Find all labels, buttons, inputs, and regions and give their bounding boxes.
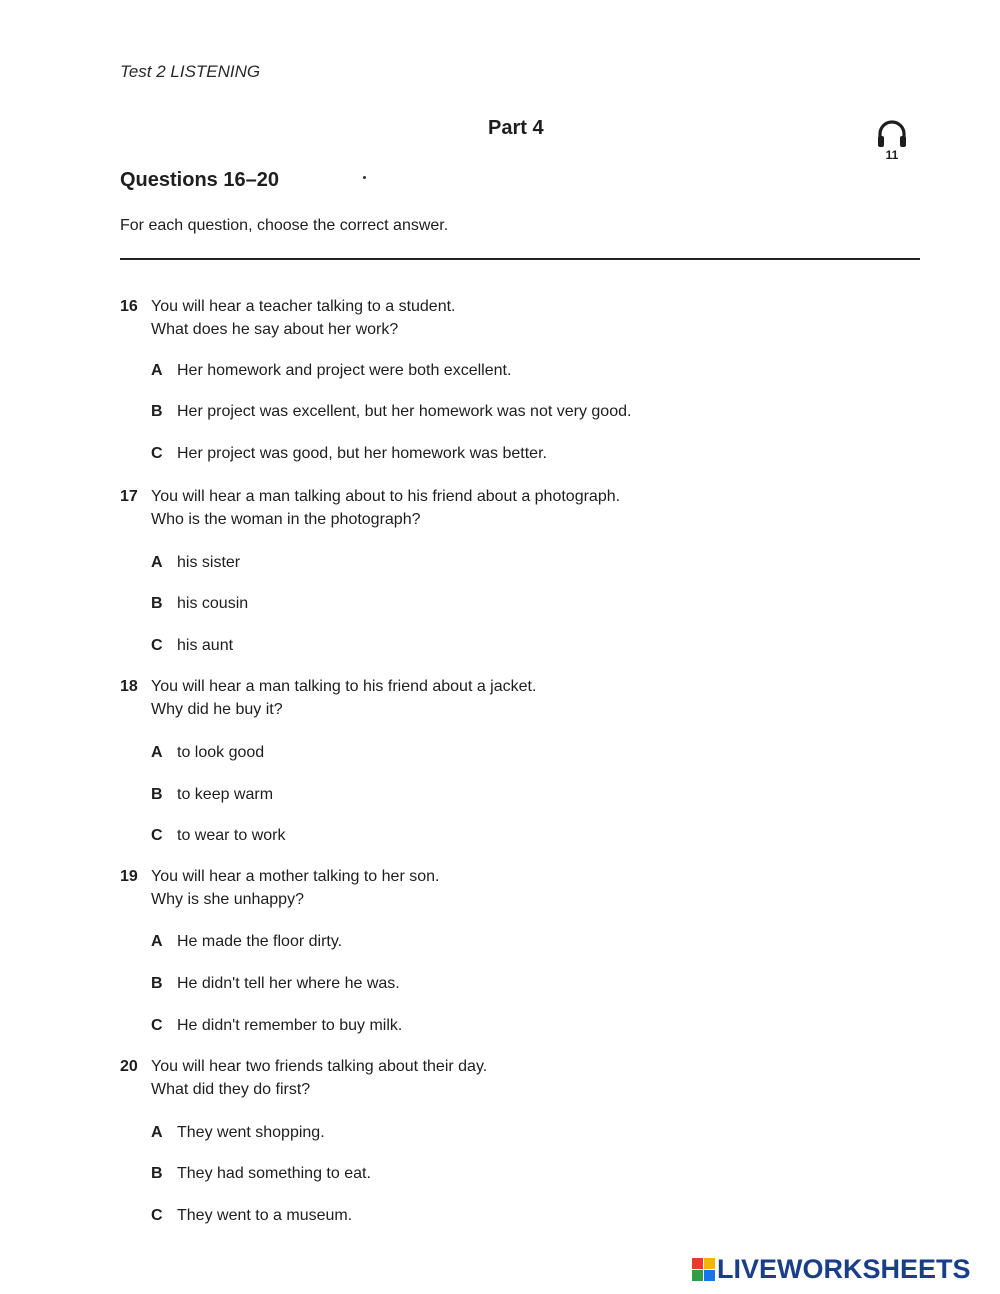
logo-square-yellow xyxy=(704,1258,715,1269)
option-letter: C xyxy=(151,637,163,654)
option-letter: A xyxy=(151,554,163,571)
option-letter: C xyxy=(151,1017,163,1034)
running-head: Test 2 LISTENING xyxy=(120,62,261,81)
liveworksheets-brand[interactable] xyxy=(692,1254,971,1284)
question-number: 18 xyxy=(120,678,138,695)
logo-square-red xyxy=(692,1258,703,1269)
option-text: to look good xyxy=(177,744,265,761)
option-20a[interactable] xyxy=(151,1124,325,1142)
option-20b[interactable] xyxy=(151,1165,371,1183)
option-letter: B xyxy=(151,1165,163,1182)
option-19c[interactable] xyxy=(151,1017,402,1035)
option-letter: A xyxy=(151,1124,163,1141)
part-title: Part 4 xyxy=(488,117,544,139)
option-16b[interactable] xyxy=(151,403,631,421)
option-17a[interactable] xyxy=(151,554,240,572)
question-context: You will hear a mother talking to her son. xyxy=(151,868,440,885)
option-19a[interactable] xyxy=(151,933,342,951)
option-letter: C xyxy=(151,827,163,844)
question-number: 16 xyxy=(120,298,138,315)
question-context: You will hear a teacher talking to a student. xyxy=(151,298,456,315)
option-letter: B xyxy=(151,975,163,992)
option-text: Her project was excellent, but her homework was not very good. xyxy=(177,403,632,420)
option-letter: C xyxy=(151,1207,163,1224)
question-prompt: Who is the woman in the photograph? xyxy=(151,511,421,528)
option-19b[interactable] xyxy=(151,975,400,993)
option-16a[interactable] xyxy=(151,362,511,380)
option-17b[interactable] xyxy=(151,595,248,613)
option-text: his sister xyxy=(177,554,241,571)
question-context: You will hear a man talking to his friend about a jacket. xyxy=(151,678,537,695)
instruction: For each question, choose the correct answer. xyxy=(120,217,449,234)
option-18a[interactable] xyxy=(151,744,264,762)
option-20c[interactable] xyxy=(151,1207,352,1225)
option-text: his cousin xyxy=(177,595,249,612)
question-context: You will hear two friends talking about their day. xyxy=(151,1058,488,1075)
headphones-icon xyxy=(875,117,909,151)
option-16c[interactable] xyxy=(151,445,547,463)
option-text: He didn't remember to buy milk. xyxy=(177,1017,403,1034)
option-letter: A xyxy=(151,744,163,761)
option-letter: B xyxy=(151,786,163,803)
question-prompt: Why did he buy it? xyxy=(151,701,283,718)
option-letter: C xyxy=(151,445,163,462)
stray-dot xyxy=(363,176,366,179)
option-text: They went shopping. xyxy=(177,1124,325,1141)
option-text: Her project was good, but her homework was better. xyxy=(177,445,547,462)
option-text: to keep warm xyxy=(177,786,274,803)
option-text: They had something to eat. xyxy=(177,1165,371,1182)
question-number: 17 xyxy=(120,488,138,505)
question-number: 20 xyxy=(120,1058,138,1075)
option-18b[interactable] xyxy=(151,786,273,804)
option-17c[interactable] xyxy=(151,637,233,655)
liveworksheets-logo-icon xyxy=(692,1258,715,1281)
logo-square-green xyxy=(692,1270,703,1281)
question-prompt: What did they do first? xyxy=(151,1081,311,1098)
question-prompt: What does he say about her work? xyxy=(151,321,399,338)
option-letter: B xyxy=(151,403,163,420)
question-prompt: Why is she unhappy? xyxy=(151,891,304,908)
track-number: 11 xyxy=(885,148,899,162)
logo-square-blue xyxy=(704,1270,715,1281)
option-letter: A xyxy=(151,933,163,950)
option-text: He didn't tell her where he was. xyxy=(177,975,400,992)
option-text: He made the floor dirty. xyxy=(177,933,343,950)
brand-text: LIVEWORKSHEETS xyxy=(717,1253,971,1284)
option-text: to wear to work xyxy=(177,827,286,844)
questions-heading: Questions 16–20 xyxy=(120,169,279,191)
question-context: You will hear a man talking about to his friend about a photograph. xyxy=(151,488,621,505)
option-text: Her homework and project were both excellent. xyxy=(177,362,512,379)
option-letter: A xyxy=(151,362,163,379)
audio-track[interactable] xyxy=(872,117,912,173)
question-number: 19 xyxy=(120,868,138,885)
option-text: his aunt xyxy=(177,637,234,654)
divider xyxy=(120,258,920,260)
option-18c[interactable] xyxy=(151,827,285,845)
option-text: They went to a museum. xyxy=(177,1207,353,1224)
option-letter: B xyxy=(151,595,163,612)
